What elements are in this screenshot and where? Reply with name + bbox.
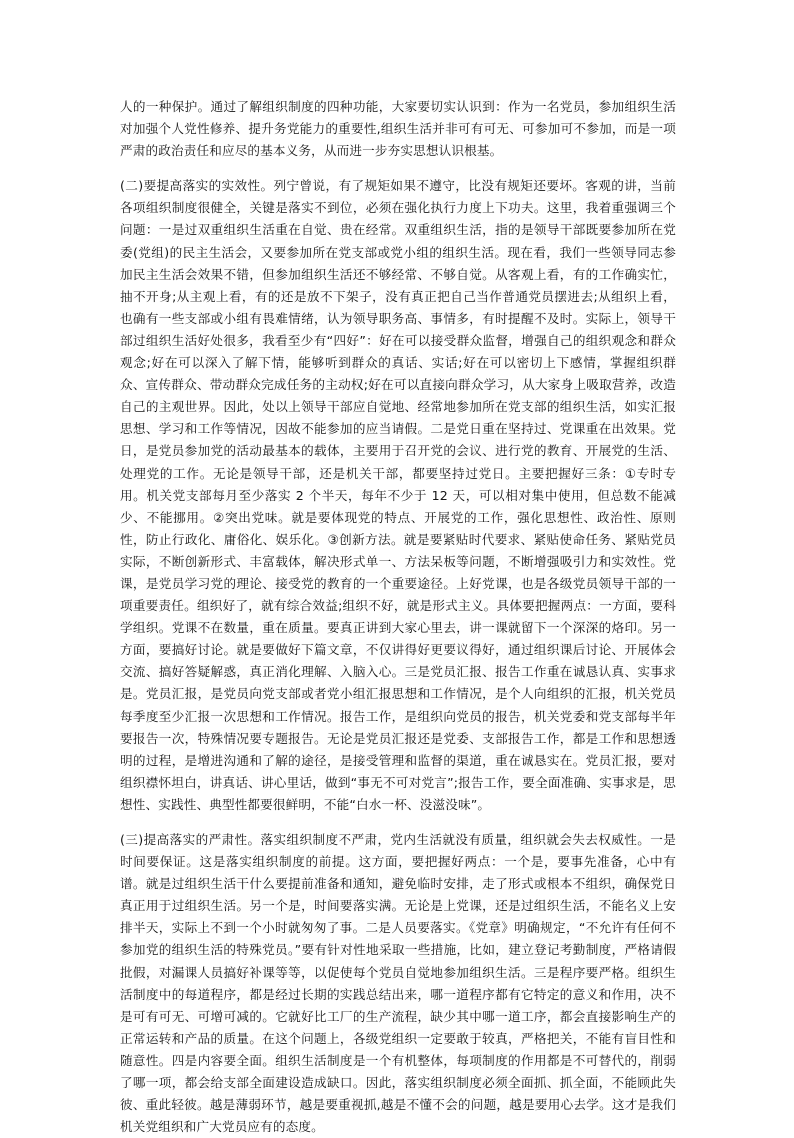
paragraph-section-two: (二)要提高落实的实效性。列宁曾说，有了规矩如果不遵守，比没有规矩还要坏。客观的讲，当前各项组织制度很健全，关键是落实不到位，必须在强化执行力度上下功夫。这里，我着重强调三个问题：一是过双重组织生活重在自觉、贵在经常。双重组织生活，指的是领导干部既要参加所在党委(党组)的民主生活会，又要参加所在党支部或党小组的组织生活。现在看，我们一些领导同志参加民主生活会效果不错，但参加组织生活还不够经常、不够自觉。从客观上看，有的工作确实忙，抽不开身;从主观上看，有的还是放不下架子，没有真正把自己当作普通党员摆进去;从组织上看，也确有一些支部或小组有畏难情绪，认为领导职务高、事情多，有时提醒不及时。实际上，领导干部过组织生活好处很多，我看至少有“四好”：好在可以接受群众监督，增强自己的组织观念和群众观念;好在可以深入了解下情，能够听到群众的真话、实话;好在可以密切上下感情，掌握组织群众、宣传群众、带动群众完成任务的主动权;好在可以直接向群众学习，从大家身上吸取营养，改造自己的主观世界。因此，处以上领导干部应自觉地、经常地参加所在党支部的组织生活，如实汇报思想、学习和工作等情况，因故不能参加的应当请假。二是党日重在坚持过、党课重在出效果。党日，是党员参加党的活动最基本的载体，主要用于召开党的会议、进行党的教育、开展党的生活、处理党的工作。无论是领导干部，还是机关干部，都要坚持过党日。主要把握好三条：①专时专用。机关党支部每月至少落实 2 个半天，每年不少于 12 天，可以相对集中使用，但总数不能减少、不能挪用。②突出党味。就是要体现党的特点、开展党的工作，强化思想性、政治性、原则性，防止行政化、庸俗化、娱乐化。③创新方法。就是要紧贴时代要求、紧贴使命任务、紧贴党员实际，不断创新形式、丰富载体，解决形式单一、方法呆板等问题，不断增强吸引力和实效性。党课，是党员学习党的理论、接受党的教育的一个重要途径。上好党课，也是各级党员领导干部的一项重要责任。组织好了，就有综合效益;组织不好，就是形式主义。具体要把握两点：一方面，要科学组织。党课不在数量，重在质量。要真正讲到大家心里去，讲一课就留下一个深深的烙印。另一方面，要搞好讨论。就是要做好下篇文章，不仅讲得好更要议得好，通过组织课后讨论、开展体会交流、搞好答疑解惑，真正消化理解、入脑入心。三是党员汇报、报告工作重在诚恳认真、实事求是。党员汇报，是党员向党支部或者党小组汇报思想和工作情况，是个人向组织的汇报，机关党员每季度至少汇报一次思想和工作情况。报告工作，是组织向党员的报告，机关党委和党支部每半年要报告一次，特殊情况要专题报告。无论是党员汇报还是党委、支部报告工作，都是工作和思想透明的过程，是增进沟通和了解的途径，是接受管理和监督的渠道，重在诚恳实在。党员汇报，要对组织襟怀坦白，讲真话、讲心里话，做到“事无不可对党言”;报告工作，要全面准确、实事求是，思想性、实践性、典型性都要很鲜明，不能“白水一杯、没滋没味”。 <box>120 178 676 812</box>
paragraph-section-three: (三)提高落实的严肃性。落实组织制度不严肃，党内生活就没有质量，组织就会失去权威性。一是时间要保证。这是落实组织制度的前提。这方面，要把握好两点：一个是，要事先准备，心中有谱。就是过组织生活干什么要提前准备和通知，避免临时安排，走了形式或根本不组织，确保党日真正用于过组织生活。另一个是，时间要落实满。无论是上党课，还是过组织生活，不能名义上安排半天，实际上不到一个小时就匆匆了事。二是人员要落实。《党章》明确规定，“不允许有任何不参加党的组织生活的特殊党员。”要有针对性地采取一些措施，比如，建立登记考勤制度，严格请假批假，对漏课人员搞好补课等等，以促使每个党员自觉地参加组织生活。三是程序要严格。组织生活制度中的每道程序，都是经过长期的实践总结出来，哪一道程序都有它特定的意义和作用，决不是可有可无、可增可减的。它就好比工厂的生产流程，缺少其中哪一道工序，都会直接影响生产的正常运转和产品的质量。在这个问题上，各级党组织一定要敢于较真，严格把关，不能有盲目性和随意性。四是内容要全面。组织生活制度是一个有机整体，每项制度的作用都是不可替代的，削弱了哪一项，都会给支部全面建设造成缺口。因此，落实组织制度必须全面抓、抓全面，不能顾此失彼、重此轻彼。越是薄弱环节，越是要重视抓,越是不懂不会的问题，越是要用心去学。这才是我们机关党组织和广大党员应有的态度。 <box>120 832 676 1135</box>
paragraph-intro-conclusion: 人的一种保护。通过了解组织制度的四种功能，大家要切实认识到：作为一名党员，参加组织生活对加强个人党性修养、提升务党能力的重要性,组织生活并非可有可无、可参加可不参加，而是一项严肃的政治责任和应尽的基本义务，从而进一步夯实思想认识根基。 <box>120 99 676 159</box>
paragraph-gap <box>120 816 676 829</box>
document-body <box>120 96 676 1138</box>
paragraph-gap <box>120 162 676 175</box>
